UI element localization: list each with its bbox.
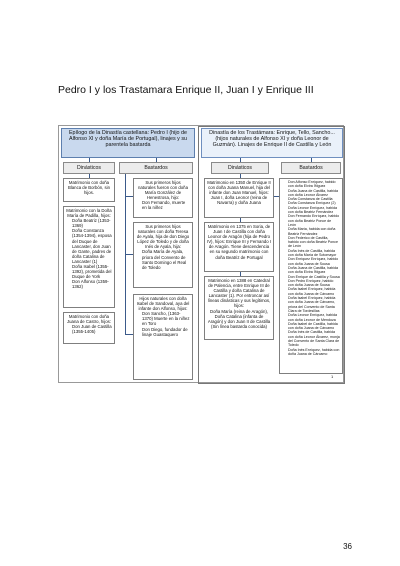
list-item: • Don Federico de Castilla, habido con doña Beatriz Ponce de León xyxy=(288,236,340,249)
pedro-marriage-padilla xyxy=(63,206,115,308)
connector-line xyxy=(156,158,157,162)
pedro-marriage-blanca: Matrimonio con doña Blanca de Borbón, sin hijos. xyxy=(63,178,115,202)
connector-line xyxy=(311,158,312,162)
connector-line xyxy=(240,272,241,276)
genealogy-figure xyxy=(58,125,344,383)
list-item: • Doña Isabel (1355-1392), prometida del Duque de York xyxy=(72,264,112,279)
list-item: • Don Sancho, (1363-1370) Muerte en la niñez en Toro xyxy=(142,311,190,326)
list-item: • Don Enrique de Castilla y Sousa xyxy=(288,275,340,279)
connector-line xyxy=(125,254,133,255)
list-item: • Doña Juana de Castilla, habida con doña Leonor Álvarez xyxy=(288,189,340,198)
list-item: • Don Alfonso Enríquez, habido con doña Elvira Íñiguez xyxy=(288,180,340,189)
footnote-mark: 1 xyxy=(331,374,334,379)
connector-line xyxy=(125,196,133,197)
enrique-iii-marriage xyxy=(204,276,274,340)
bastard-henestrosa xyxy=(133,178,193,218)
page-title: Pedro I y los Trastamara Enrique II, Juan I y Enrique III xyxy=(58,84,314,96)
list-item: • Don Fernando Enríquez, habido con doña Beatriz Ponce de León xyxy=(288,214,340,227)
trastamara-dynasty-header: Dinastía de los Trastámara: Enrique, Tello, Sancho... (hijos naturales de Alfonso XI y doña Leonor de Guzmán). Linajes de Enrique II de Castilla y León xyxy=(201,128,343,158)
connector-line xyxy=(240,158,241,162)
list-item: • Doña Inés de Castilla, habida con doña Leonor Álvarez, monja del Convento de Santa Clara de Toledo xyxy=(288,330,340,347)
bastard-sandoval xyxy=(133,294,193,380)
list-item: • Doña María, habida con doña Beatriz Fernández xyxy=(288,227,340,236)
left-dinasticos-label: Dinásticos xyxy=(63,162,115,174)
pedro-dynasty-header: Epílogo de la Dinastía castellana: Pedro I (hijo de Alfonso XI y doña María de Portugal), linajes y su parentela bastarda xyxy=(61,128,195,158)
left-bastardos-label: Bastardos xyxy=(119,162,193,174)
juan-i-marriage: Matrimonio en 1375 en Soria, de Juan I de Castilla con doña Leonor de Aragón (hija de Pedro IV), hijos: Enrique III y Fernando I de Aragón. Tiene descendencia en su segundo matrimonio con doña Beatriz de Portugal xyxy=(204,222,274,272)
pedro-marriage-castro-intro: Matrimonio con doña Juana de Castro, hijos: xyxy=(67,314,111,325)
bastard-henestrosa-intro: Sus primeros hijos naturales fueron con doña María González de Henestrosa, hijo: xyxy=(138,180,188,201)
list-item: • Doña Juana de Castilla, habida con doña Elvira Íñiguez xyxy=(288,266,340,275)
enrique-iii-marriage-intro: Matrimonio en 1388 en Catedral de Palencia, entre Enrique III de Castilla y doña Catalina de Lancaster (1). Por entroncar así líneas dinásticas y sus legítimos, hijos: xyxy=(207,278,271,309)
list-item: • Doña Inés Enríquez, habida con doña Juana de Cárcamo xyxy=(288,348,340,357)
list-item: • Doña Isabel de Castilla, habida con doña Juana de Cárcamo xyxy=(288,322,340,331)
list-item: • Doña Leonor Enríquez, habida con doña Beatriz Fernández xyxy=(288,206,340,215)
list-item: • Doña María de Ayala, priora del Convento de Santo Domingo el Real de Toledo xyxy=(142,249,190,269)
list-item: • Don Pedro Enríquez, habido con doña Juana de Sousa xyxy=(288,279,340,288)
right-bastardos-label: Bastardos xyxy=(281,162,341,174)
list-item: • Doña Beatriz (1353-1369) xyxy=(72,218,112,228)
enrique-iii-children: Doña María (reina de Aragón), Doña Catalina (infanta de Aragón) y don Juan II de Castilla (Sin línea bastarda conocida) xyxy=(207,308,271,329)
list-item: • Don Juan de Castilla (1355-1405) xyxy=(72,324,112,334)
connector-line xyxy=(89,174,90,178)
list-item: • Doña Leonor Enríquez, habida con doña Leonor de Mendoza xyxy=(288,313,340,322)
bastard-sandoval-intro: Hijos naturales con doña Isabel de Sandoval, aya del infante don Alfonso, hijos: xyxy=(136,296,190,312)
connector-line xyxy=(240,218,241,222)
list-item: • Doña Isabel Enríquez, habida con doña Juana de Cárcamo, priora del Convento de Santa Clara de Tordesillas xyxy=(288,296,340,313)
list-item: • Don Fernando, muerte en la niñez xyxy=(142,200,190,210)
list-item: • Don Diego, fundador de linaje Guastaquero xyxy=(142,327,190,337)
list-item: • Don Alfonso (1359-1362) xyxy=(72,279,112,289)
bastard-ayala xyxy=(133,222,193,288)
list-item: • Doña Constanza Enríquez (2) xyxy=(288,201,340,205)
connector-line xyxy=(240,174,241,178)
trastamara-bastardos-list xyxy=(279,178,343,374)
list-item: • Doña Inés de Castilla, habida con doña María de Sotomayor xyxy=(288,249,340,258)
list-item: • Doña Constanza de Castilla xyxy=(288,197,340,201)
page-number: 36 xyxy=(343,542,352,551)
pedro-marriage-castro xyxy=(63,312,115,344)
enrique-ii-marriage: Matrimonio en 1350 de Enrique II con doña Juana Manuel, hija del infante don Juan Manuel, hijos: Juan I, doña Leonor (reina de Navarra) y doña Juana xyxy=(204,178,274,218)
bastard-ayala-intro: Sus primeros hijos naturales con doña Teresa de Ayala, hija de don Diego López de Toledo y de doña Inés de Ayala, hija: xyxy=(136,224,190,250)
list-item: • Doña Isabel Enríquez, habida con doña Juana de Cárcamo xyxy=(288,287,340,296)
connector-line xyxy=(125,334,133,335)
list-item: • Don Enríquez Enríquez, habido con doña Juana de Sousa xyxy=(288,257,340,266)
connector-line xyxy=(89,158,90,162)
pedro-marriage-padilla-intro: Matrimonio con la Doña María de Padilla, hijos: xyxy=(66,208,112,219)
right-dinasticos-label: Dinásticos xyxy=(211,162,269,174)
list-item: • Doña Constanza (1354-1394), esposa del Duque de Lancaster, don Juan de Gante, padres de doña Catalina de Lancaster (1) xyxy=(72,228,112,264)
